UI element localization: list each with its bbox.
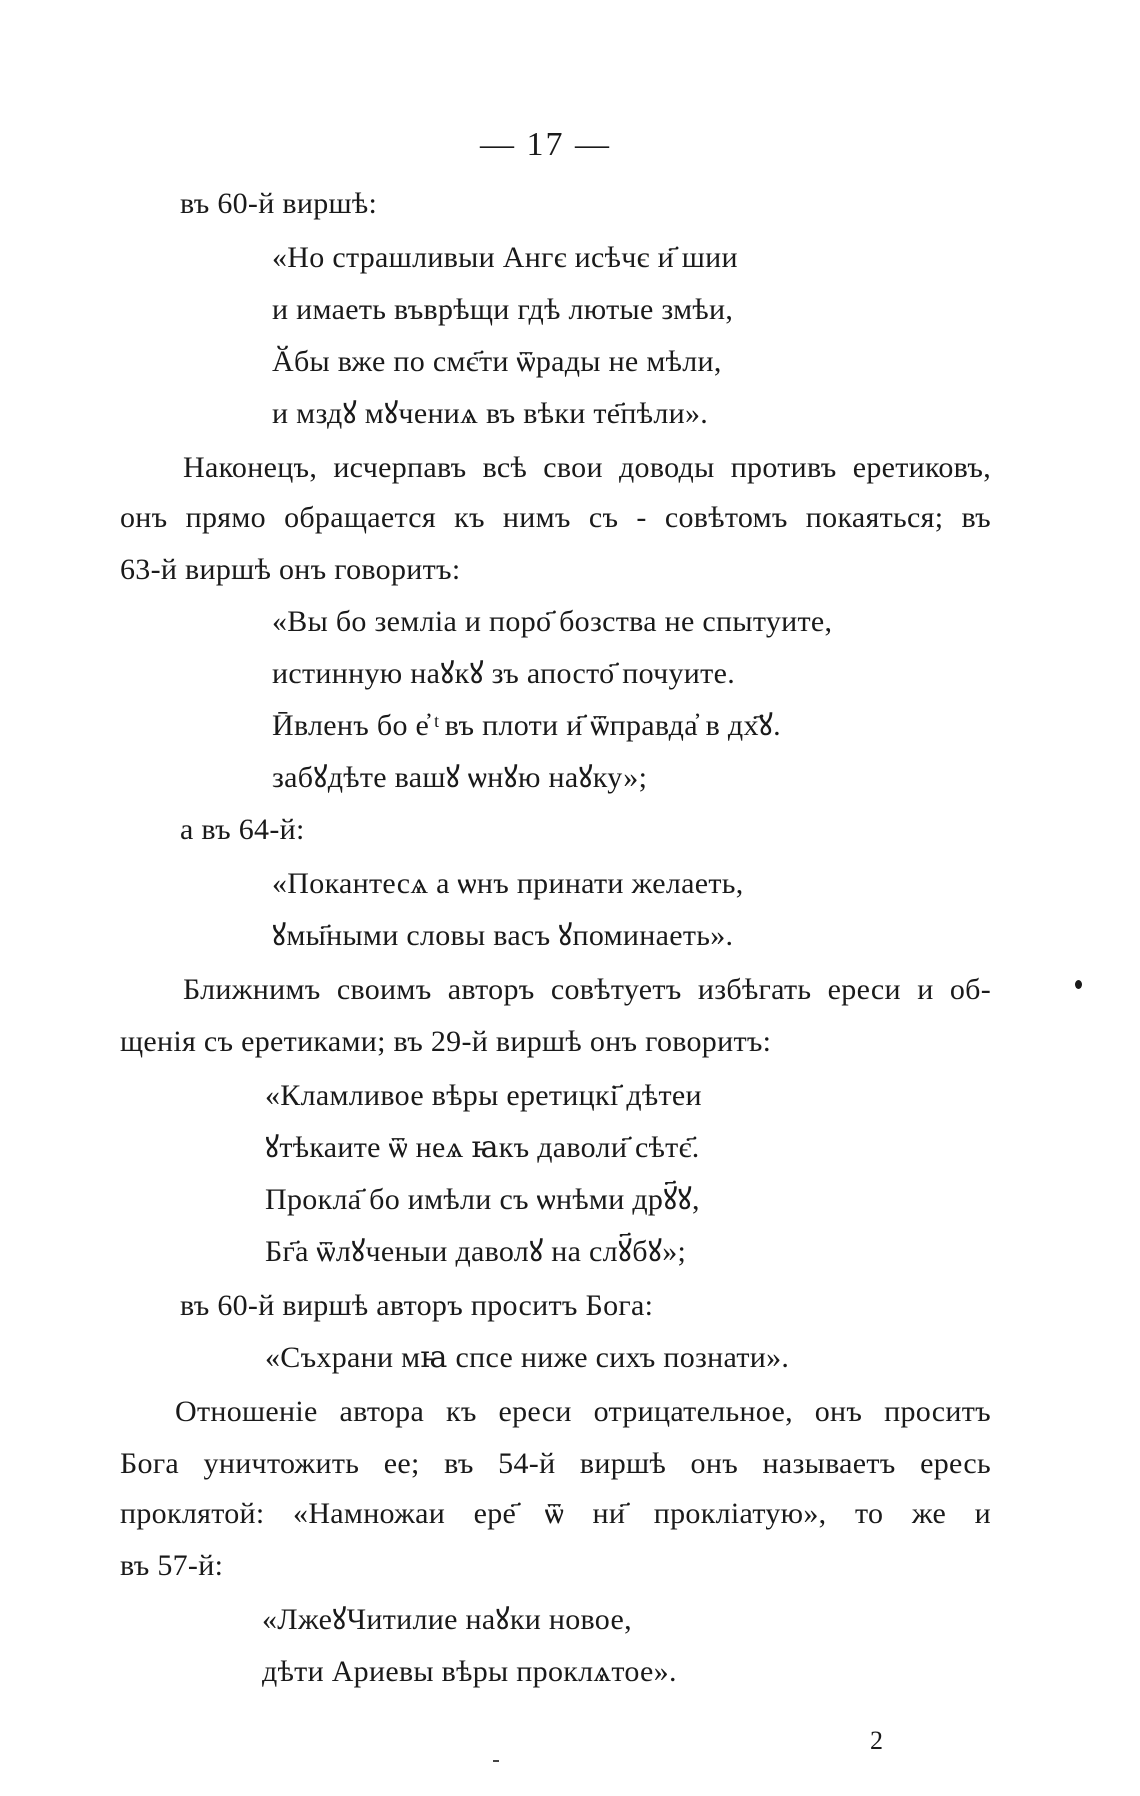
verse-line: Ӑбы вже по смє҃ти ѿрады не мѣли, <box>272 345 722 378</box>
text-line: Бога уничтожить ее; въ 54-й виршѣ онъ называетъ ересь <box>120 1447 991 1480</box>
verse-line: «Съхрани мꙗ спсе ниже сихъ познати». <box>265 1341 790 1374</box>
text-line: онъ прямо обращается къ нимъ съ - совѣтомъ покаяться; въ <box>120 501 991 534</box>
text-line: проклятой: «Намножаи ере҃ ѿ ни҃ прокліатую», то же и <box>120 1497 991 1530</box>
text-line: Наконецъ, исчерпавъ всѣ свои доводы противъ еретиковъ, <box>183 451 991 484</box>
verse-line: «Покантесѧ а ѡнъ принати желаеть, <box>272 867 744 900</box>
verse-line: дѣти Ариевы вѣры проклѧтое». <box>262 1655 677 1688</box>
verse-line: и мздꙋ мꙋчениѧ въ вѣки те҃пѣли». <box>272 397 709 430</box>
verse-line: ꙋтѣкаите ѿ неѧ ꙗкъ даволи҃ сѣтє҃. <box>265 1131 700 1164</box>
ink-dot <box>1075 980 1082 989</box>
verse-line: «Но страшливыи Ангє исѣчє и҃ шии <box>272 241 738 274</box>
verse-line: и имаеть въврѣщи гдѣ лютые змѣи, <box>272 293 734 326</box>
page-number: — 17 — <box>480 126 611 163</box>
verse-line: Прокла҃ бо имѣли съ ѡнѣми дрꙋ҃ꙋ, <box>265 1183 700 1216</box>
verse-line: Бг҃а ѿлꙋченыи даволꙋ на слꙋ҃бꙋ»; <box>265 1235 687 1268</box>
text-line: щенія съ еретиками; въ 29-й виршѣ онъ говоритъ: <box>120 1025 772 1058</box>
verse-line: Ӣвленъ бо е҆ ͭ въ плоти и҃ ѿправда҆ в дх҃ꙋ. <box>272 709 781 742</box>
verse-line: истинную наꙋкꙋ зъ апосто҃ почуите. <box>272 657 735 690</box>
text-line: въ 60-й виршѣ авторъ проситъ Бога: <box>180 1289 654 1322</box>
text-line: въ 60-й виршѣ: <box>180 187 378 220</box>
ink-speck <box>493 1760 499 1762</box>
text-line: 63-й виршѣ онъ говоритъ: <box>120 553 461 586</box>
text-line: а въ 64-й: <box>180 813 305 846</box>
text-line: Отношеніе автора къ ереси отрицательное, онъ проситъ <box>175 1395 991 1428</box>
verse-line: ꙋмы҃ными словы васъ ꙋпоминаеть». <box>272 919 734 952</box>
text-line: Ближнимъ своимъ авторъ совѣтуетъ избѣгать ереси и об- <box>183 973 991 1006</box>
verse-line: «Вы бо земліа и поро҃ бозства не спытуите, <box>272 605 833 638</box>
printer-signature: 2 <box>870 1726 883 1755</box>
verse-line: «ЛжеꙋЧитилие наꙋки новое, <box>262 1603 632 1636</box>
text-line: въ 57-й: <box>120 1549 224 1582</box>
verse-line: «Кламливое вѣры еретицкі҃ дѣтеи <box>265 1079 702 1112</box>
verse-line: забꙋдѣте вашꙋ ѡнꙋю наꙋку»; <box>272 761 648 794</box>
